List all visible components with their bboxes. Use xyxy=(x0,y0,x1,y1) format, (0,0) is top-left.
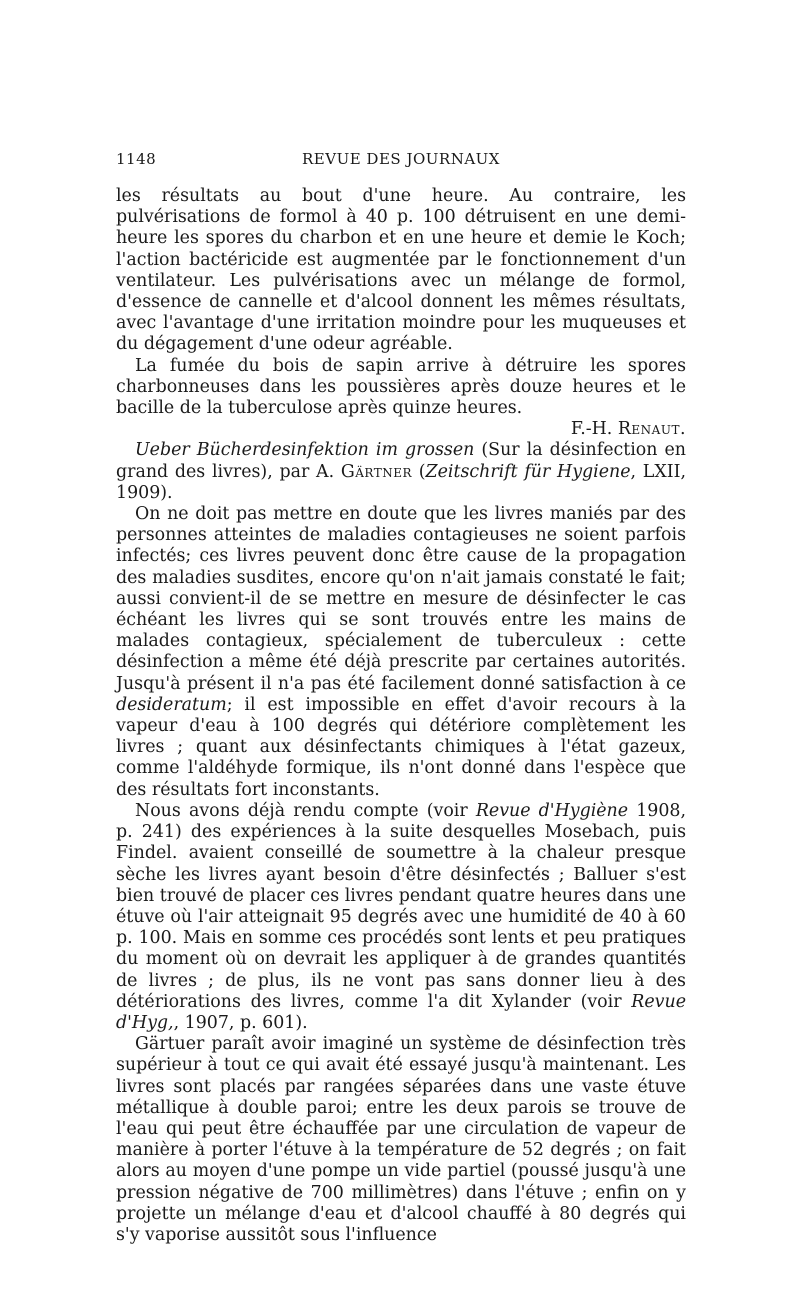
article-author: Gärtner xyxy=(340,461,413,482)
signature-initials: F.-H. xyxy=(570,419,618,440)
paragraph-continuation: les résultats au bout d'une heure. Au contraire, les pulvérisations de formol à 40 p. 100 détruisent en une demi-heure les spores du charbon et en une heure et demie le Koch; l'action bactéricide est augmentée par le fonctionnement d'un ventilateur. Les pulvérisations avec un mélange de formol, d'essence de cannelle et d'alcool donnent les mêmes résultats, avec l'avantage d'une irritation moindre pour les muqueuses et du dégagement d'une odeur agréable. xyxy=(116,186,686,355)
paragraph-text: , 1907, p. 601). xyxy=(173,1012,308,1033)
article-heading-text: ( xyxy=(412,461,426,482)
article-heading-text: (Sur la désinfection en grand des livres), par A. xyxy=(116,440,687,482)
paragraph-text: ; il est impossible en effet d'avoir recours à la vapeur d'eau à 100 degrés qui détériore complètement les livres ; quant aux désinfectants chimiques à l'état gazeux, comme l'aldéhyde formique, ils n'ont donné dans l'espèce que des résultats fort inconstants. xyxy=(116,694,686,800)
running-header xyxy=(116,150,686,176)
paragraph-italic: Revue d'Hyg, xyxy=(116,991,686,1033)
paragraph-gartner-system: Gärtuer paraît avoir imaginé un système de désinfection très supérieur à tout ce qui avait été essayé jusqu'à maintenant. Les livres sont placés par rangées séparées dans une vaste étuve métallique à double paroi; entre les deux parois se trouve de l'eau qui peut être échauffée par une circulation de vapeur de manière à porter l'étuve à la température de 52 degrés ; on fait alors au moyen d'une pompe un vide partiel (poussé jusqu'à une pression négative de 700 millimètres) dans l'étuve ; enfin on y projette un mélange d'eau et d'alcool chauffé à 80 degrés qui s'y vaporise aussitôt sous l'influence xyxy=(116,1034,686,1245)
paragraph-fumee: La fumée du bois de sapin arrive à détruire les spores charbonneuses dans les poussières après douze heures et le bacille de la tuberculose après quinze heures. xyxy=(116,355,686,419)
paragraph-text: On ne doit pas mettre en doute que les livres maniés par des personnes atteintes de maladies contagieuses ne soient parfois infectés; ces livres peuvent donc être cause de la propagation des maladies susdites, encore qu'on n'ait jamais constaté le fait; aussi convient-il de se mettre en mesure de désinfecter le cas échéant les livres qui se sont trouvés entre les mains de malades contagieux, spécialement de tuberculeux : cette désinfection a même été déjà prescrite par certaines autorités. Jusqu'à présent il n'a pas été facilement donné satisfaction à ce xyxy=(116,504,686,694)
page-number: 1148 xyxy=(116,150,157,168)
article-title-german: Ueber Bücherdesinfektion im grossen xyxy=(135,440,475,461)
author-signature xyxy=(116,419,686,440)
paragraph-text: Nous avons déjà rendu compte (voir xyxy=(135,800,476,821)
page-body xyxy=(116,186,686,1246)
running-title: REVUE DES JOURNAUX xyxy=(302,150,500,168)
paragraph-livres xyxy=(116,504,686,801)
signature-surname: Renaut. xyxy=(617,419,686,440)
article-heading-text: , LXII, 1909). xyxy=(116,461,686,503)
article-journal: Zeitschrift für Hygiene xyxy=(425,461,631,482)
paragraph-italic: desideratum xyxy=(116,694,227,715)
paragraph-text: 1908, p. 241) des expériences à la suite desquelles Mosebach, puis Findel. avaient conseillé de soumettre à la chaleur presque sèche les livres ayant besoin d'être désinfectés ; Balluer s'est bien trouvé de placer ces livres pendant quatre heures dans une étuve où l'air atteignait 95 degrés avec une humidité de 40 à 60 p. 100. Mais en somme ces procédés sont lents et peu pratiques du moment où on devrait les appliquer à de grandes quantités de livres ; de plus, ils ne vont pas sans donner lieu à des détériorations des livres, comme l'a dit Xylander (voir xyxy=(116,800,686,1012)
paragraph-experiences xyxy=(116,801,686,1034)
paragraph-italic: Revue d'Hygiène xyxy=(475,800,629,821)
article-heading xyxy=(116,440,686,504)
